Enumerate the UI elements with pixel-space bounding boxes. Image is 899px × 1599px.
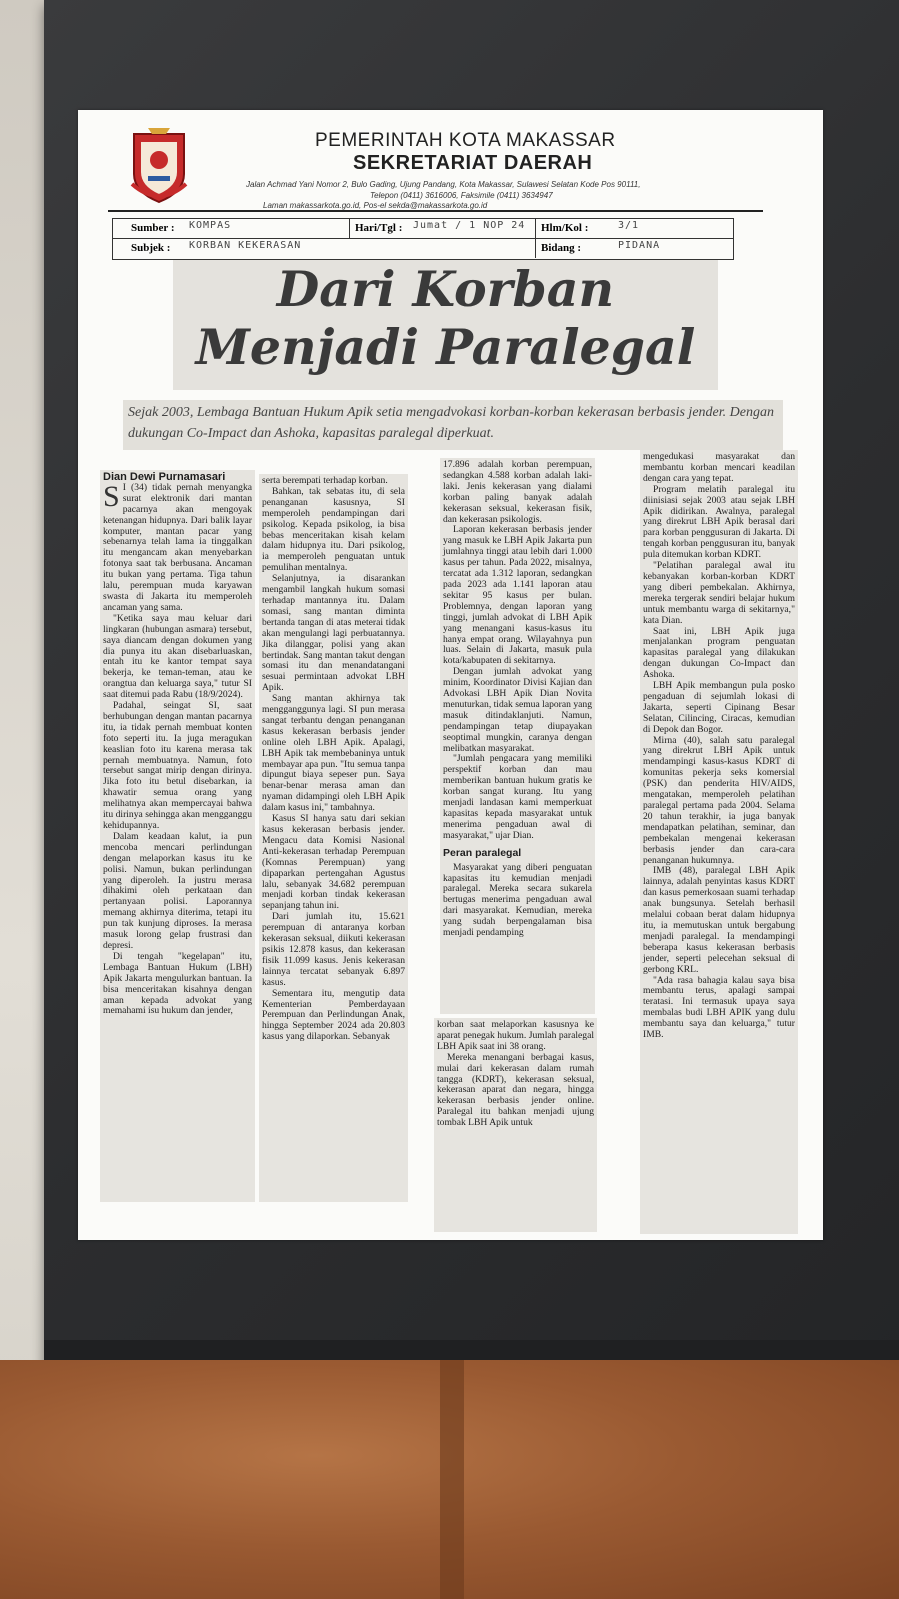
- paragraph: Di tengah "kegelapan" itu, Lembaga Bantuan Hukum (LBH) Apik Jakarta mengulurkan bantuan. Ia bisa menceritakan kisahnya dengan aman kepada advokat yang memahami isu hukum dan jender,: [103, 950, 252, 1017]
- headline-line-2: Menjadi Paralegal: [195, 318, 696, 376]
- article-column-1: [100, 470, 255, 1202]
- letterhead-web: Laman makassarkota.go.id, Pos-el sekda@makassarkota.go.id: [263, 201, 488, 210]
- bidang-value: PIDANA: [618, 240, 661, 251]
- paragraph: Kasus SI hanya satu dari sekian kasus kekerasan berbasis jender. Mengacu data Komisi Nasional Anti-kekerasan terhadap Perempuan (Komnas Perempuan) yang dipaparkan pertengahan Agustus lalu, sebanyak 34.682 perempuan menjadi korban tindak kekerasan sepanjang tahun ini.: [262, 813, 405, 912]
- letterhead-government: PEMERINTAH KOTA MAKASSAR: [315, 130, 616, 151]
- headline-line-1: Dari Korban: [276, 260, 615, 318]
- hlm-label: Hlm/Kol :: [541, 222, 589, 234]
- meta-divider: [535, 219, 536, 238]
- paragraph: Dalam keadaan kalut, ia pun mencoba mencari perlindungan dengan melaporkan kasus itu ke polisi. Namun, bukan perlindungan yang diperoleh. Ia justru merasa dihakimi oleh perkataan dan pertanyaan polisi. Laporannya memang akhirnya diterima, tetapi itu pun tak kunjung diproses. Ia merasa masuk lorong gelap frustrasi dan depresi.: [103, 830, 252, 951]
- article-deck: Sejak 2003, Lembaga Bantuan Hukum Apik setia mengadvokasi korban-korban kekerasan berbasis jender. Dengan dukungan Co-Impact dan Ashoka, kapasitas paralegal diperkuat.: [128, 405, 774, 441]
- drop-cap: S: [103, 479, 120, 513]
- paragraph: Mereka menangani berbagai kasus, mulai dari kekerasan dalam rumah tangga (KDRT), kekerasan seksual, kekerasan aparat dan negara, hingga kekerasan berbasis jender online. Paralegal itu bahkan menjadi ujung tombak LBH Apik untuk: [437, 1051, 594, 1129]
- hlm-value: 3/1: [618, 220, 640, 231]
- paragraph: Mirna (40), salah satu paralegal yang direkrut LBH Apik untuk mendampingi kasus-kasus KDRT di komunitas pekerja seks komersial (PSK) dan penderita HIV/AIDS, mengatakan, memperoleh pelatihan paralegal pertama pada 2004. Selama 20 tahun terakhir, ia juga banyak mendapatkan pelatihan, seminar, dan pembekalan mengenai kekerasan berbasis jender dan cara-cara penanganan hukumnya.: [643, 734, 795, 866]
- paragraph: mengedukasi masyarakat dan membantu korban mencari keadilan dengan cara yang tepat.: [643, 451, 795, 484]
- article-headline: [173, 260, 718, 376]
- paragraph: LBH Apik membangun pula posko pengaduan di sejumlah lokasi di Jakarta, seperti Cipinang Besar Selatan, Cilincing, Ciracas, kemudian di Depok dan Bogor.: [643, 680, 795, 735]
- paragraph: 17.896 adalah korban perempuan, sedangkan 4.588 korban adalah laki-laki. Jenis kekerasan yang dialami korban paling banyak adalah kekerasan seksual, kekerasan fisik, dan kekerasan psikologis.: [443, 459, 592, 525]
- paragraph: serta berempati terhadap korban.: [262, 475, 388, 486]
- hari-value: Jumat / 1 NOP 24: [413, 220, 526, 231]
- sumber-label: Sumber :: [131, 222, 175, 234]
- paragraph: "Pelatihan paralegal awal itu kebanyakan korban-korban KDRT yang diberi pembekalan. Akhirnya, mereka tergerak sendiri belajar hukum untuk membantu warga di sekitarnya," kata Dian.: [643, 560, 795, 626]
- clipping-meta-table: [112, 218, 734, 260]
- paragraph: IMB (48), paralegal LBH Apik lainnya, adalah penyintas kasus KDRT dan kasus pemerkosaan suami terhadap anak bungsunya. Setelah berhasil melalui cobaan berat dalam hidupnya itu, ia memutuskan untuk bergabung menjadi paralegal. Ia mendampingi beberapa kasus kekerasan berbasis jender, seperti pelecehan seksual di gerbong KRL.: [643, 865, 795, 975]
- makassar-emblem-icon: [128, 124, 190, 206]
- subjek-label: Subjek :: [131, 242, 171, 254]
- paragraph: korban saat melaporkan kasusnya ke aparat penegak hukum. Jumlah paralegal LBH Apik saat ini 38 orang.: [437, 1019, 594, 1052]
- paragraph: S I (34) tidak pernah menyangka surat elektronik dari mantan pacarnya akan mengoyak ketenangan hidupnya. Dari balik layar komputer, mantan pacar yang sebenarnya telah lama ia tinggalkan itu mengancam akan menyebarkan fotonya saat tak berbusana. Ancaman itu bukan yang pertama. Tiga tahun lalu, perempuan muda karyawan swasta di Jakarta itu memperoleh ancaman yang sama.: [103, 479, 252, 613]
- meta-row-1: [113, 219, 733, 239]
- byline: Dian Dewi Purnamasari: [103, 471, 226, 483]
- article-column-4: [640, 450, 798, 1234]
- meta-divider: [535, 239, 536, 258]
- paragraph: Sang mantan akhirnya tak mengganggunya lagi. SI pun merasa sangat terbantu dengan penanganan kasus kekerasan berbasis jender online oleh LBH Apik. Apalagi, LBH Apik tak membebaninya untuk membayar apa pun. "Itu semua tanpa dipungut biaya sepeser pun. Saya benar-benar merasa aman dan nyaman didampingi oleh LBH Apik dalam kasus ini," tambahnya.: [262, 693, 405, 814]
- clipping-sheet: [78, 110, 823, 1240]
- paragraph: "Ketika saya mau keluar dari lingkaran (hubungan asmara) tersebut, saya diancam dengan dokumen yang dia punya itu akan disebarluaskan, entah itu ke kantor tempat saya bekerja, ke teman-teman, atau ke orangtua dan keluarga saya," tutur SI saat ditemui pada Rabu (18/9/2024).: [103, 612, 252, 701]
- article-column-3-top: [440, 458, 595, 1014]
- hari-label: Hari/Tgl :: [355, 222, 403, 234]
- paragraph: Saat ini, LBH Apik juga menjalankan program penguatan kapasitas paralegal yang dilakukan dengan dukungan Co-Impact dan Ashoka.: [643, 625, 795, 681]
- letterhead: [78, 110, 823, 218]
- letterhead-phone: Telepon (0411) 3616006, Faksimile (0411) 3634947: [370, 191, 553, 200]
- paragraph: Dari jumlah itu, 15.621 perempuan di antaranya korban kekerasan seksual, diikuti kekerasan psikis 12.878 kasus, dan kekerasan fisik 11.099 kasus. Jenis kekerasan lainnya tercatat sebanyak 6.897 kasus.: [262, 911, 405, 988]
- paragraph: Laporan kekerasan berbasis jender yang masuk ke LBH Apik Jakarta pun jumlahnya tinggi atau lebih dari 1.000 kasus per tahun. Pada 2022, misalnya, tercatat ada 1.312 laporan, sedangkan pada 2023 ada 1.141 laporan atau sekitar 95 kasus per bulan. Problemnya, dengan laporan yang tinggi, jumlah advokat di LBH Apik yang menangani kasus-kasus itu hanya empat orang. Wilayahnya pun luas. Selain di Jakarta, masuk pula kota/kabupaten di sekitarnya.: [443, 524, 592, 667]
- subheading-peran-paralegal: Peran paralegal: [443, 846, 522, 859]
- paragraph: Bahkan, tak sebatas itu, di sela penanganan kasusnya, SI memperoleh pendampingan dari psikolog. Kepada psikolog, ia bisa bebas menceritakan kisah kelam dalam hidupnya itu. Dari psikolog, ia memperoleh penguatan untuk pemulihan mentalnya.: [262, 485, 405, 574]
- paragraph: Padahal, seingat SI, saat berhubungan dengan mantan pacarnya itu, ia tidak pernah membuat konten foto seperti itu. Ia juga meragukan keaslian foto itu karena merasa tak pernah membuatnya. Namun, foto tersebut sangat mirip dengan dirinya. Jika foto itu betul disebarkan, ia khawatir semua orang yang melihatnya akan mempercayai bahwa itu dirinya sehingga akan mengganggu kehidupannya.: [103, 700, 252, 831]
- letterhead-address: Jalan Achmad Yani Nomor 2, Bulo Gading, Ujung Pandang, Kota Makassar, Sulawesi Selatan Kode Pos 90111,: [246, 180, 641, 189]
- paragraph: Dengan jumlah advokat yang minim, Koordinator Divisi Kajian dan Advokasi LBH Apik Dian Novita menuturkan, tidak semua laporan yang masuk ditindaklanjuti. Namun, pendampingan tetap diupayakan seoptimal mungkin, caranya dengan melibatkan masyarakat.: [443, 666, 592, 754]
- paragraph: "Jumlah pengacara yang memiliki perspektif korban dan mau memberikan bantuan hukum gratis ke korban sangat kurang. Itu yang menjadi landasan kami memperkuat kapasitas kepada masyarakat untuk menerima pengaduan awal di masyarakat," ujar Dian.: [443, 753, 592, 841]
- article-column-2: [259, 474, 408, 1202]
- subjek-value: KORBAN KEKERASAN: [189, 240, 302, 251]
- paragraph: Masyarakat yang diberi penguatan kapasitas itu kemudian menjadi paralegal. Mereka secara sukarela bertugas menerima pengaduan awal dari masyarakat. Kemudian, mereka yang sudah berpengalaman bisa menjadi pendamping: [443, 861, 592, 939]
- meta-divider: [349, 219, 350, 238]
- paragraph: Program melatih paralegal itu diinisiasi sejak 2003 atau sejak LBH Apik didirikan. Awalnya, paralegal yang direkrut LBH Apik berasal dari para korban penggusuran di Jakarta. Di tengah korban penggusuran itu, banyak pula ditemukan korban KDRT.: [643, 483, 795, 561]
- letterhead-rule: [108, 210, 763, 212]
- letterhead-secretariat: SEKRETARIAT DAERAH: [353, 152, 593, 174]
- article-column-3-bottom: [434, 1018, 597, 1232]
- bidang-label: Bidang :: [541, 242, 582, 254]
- paragraph: Selanjutnya, ia disarankan mengambil langkah hukum somasi terhadap mantannya itu. Dalam somasi, sang mantan diminta bertanda tangan di atas meterai tidak akan mengulangi lagi perbuatannya. Jika dilanggar, polisi yang akan bertindak. Sang mantan takut dengan somasi itu dan menandatangani sesuai permintaan advokat LBH Apik.: [262, 573, 405, 694]
- paragraph: Sementara itu, mengutip data Kementerian Pemberdayaan Perempuan dan Perlindungan Anak, hingga September 2024 ada 20.803 kasus yang dilaporkan. Sebanyak: [262, 987, 405, 1043]
- trouser-fold: [440, 1360, 464, 1599]
- paragraph: "Ada rasa bahagia kalau saya bisa membantu terus, apalagi sampai teratasi. Ini termasuk upaya saya membalas budi LBH APIK yang dulu membantu saya dan keluarga," tutur IMB.: [643, 974, 795, 1041]
- meta-row-2: [113, 239, 733, 258]
- sumber-value: KOMPAS: [189, 220, 232, 231]
